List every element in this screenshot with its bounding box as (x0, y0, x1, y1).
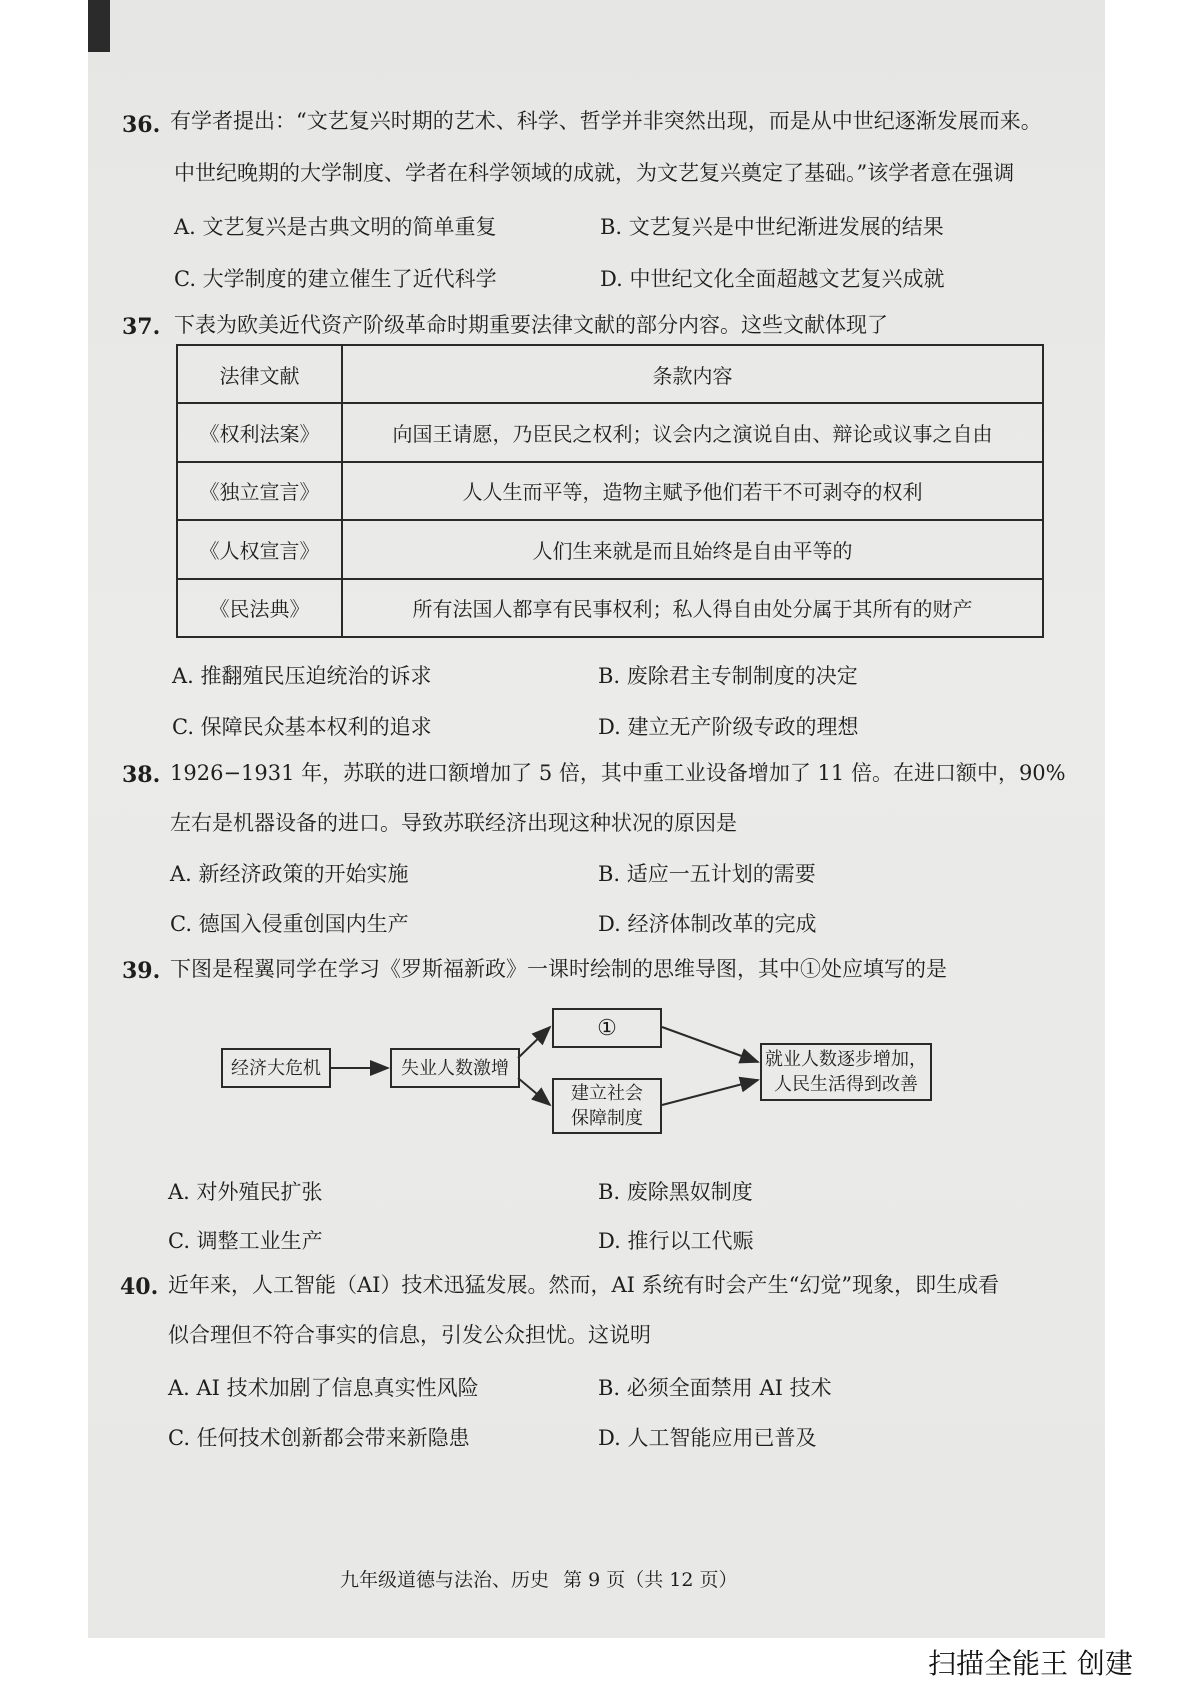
table-cell-content: 人们生来就是而且始终是自由平等的 (342, 520, 1043, 578)
scan-edge-shadow (88, 0, 110, 52)
table-cell-content: 人人生而平等，造物主赋予他们若干不可剥夺的权利 (342, 462, 1043, 520)
table-cell-document: 《人权宣言》 (177, 520, 342, 578)
table-row (177, 520, 1043, 578)
q38-number: 38. (122, 762, 161, 788)
q37-stem-line1: 下表为欧美近代资产阶级革命时期重要法律文献的部分内容。这些文献体现了 (174, 313, 888, 337)
node-social-security (552, 1078, 662, 1134)
node-social-security-line2: 保障制度 (571, 1108, 643, 1129)
table-row (177, 462, 1043, 520)
q37-option-d: D. 建立无产阶级专政的理想 (598, 715, 859, 739)
q40-option-b: B. 必须全面禁用 AI 技术 (598, 1376, 832, 1400)
q38-stem-line2: 左右是机器设备的进口。导致苏联经济出现这种状况的原因是 (170, 811, 737, 835)
q36-stem-line1: 有学者提出：“文艺复兴时期的艺术、科学、哲学并非突然出现，而是从中世纪逐渐发展而来。 (170, 109, 1042, 133)
q37-option-b: B. 废除君主专制制度的决定 (598, 664, 858, 688)
footer-subject: 九年级道德与法治、历史 (340, 1569, 550, 1591)
q39-option-c: C. 调整工业生产 (168, 1229, 323, 1253)
table-cell-document: 《独立宣言》 (177, 462, 342, 520)
q39-option-d: D. 推行以工代赈 (598, 1229, 754, 1253)
table-cell-content: 向国王请愿，乃臣民之权利；议会内之演说自由、辩论或议事之自由 (342, 403, 1043, 461)
q38-option-c: C. 德国入侵重创国内生产 (170, 912, 409, 936)
table-cell-document: 《民法典》 (177, 579, 342, 637)
node-social-security-line1: 建立社会 (571, 1083, 643, 1104)
q40-stem-line1: 近年来，人工智能（AI）技术迅猛发展。然而，AI 系统有时会产生“幻觉”现象，即生成看 (168, 1273, 1000, 1297)
node-result-line2: 人民生活得到改善 (774, 1074, 918, 1095)
q38-option-b: B. 适应一五计划的需要 (598, 862, 816, 886)
table-header-document: 法律文献 (177, 345, 342, 403)
table-cell-content: 所有法国人都享有民事权利；私人得自由处分属于其所有的财产 (342, 579, 1043, 637)
scanner-watermark: 扫描全能王 创建 (928, 1647, 1133, 1680)
table-cell-document: 《权利法案》 (177, 403, 342, 461)
q36-number: 36. (122, 112, 161, 138)
q39-option-b: B. 废除黑奴制度 (598, 1180, 753, 1204)
q39-stem-line1: 下图是程翼同学在学习《罗斯福新政》一课时绘制的思维导图，其中①处应填写的是 (170, 957, 947, 981)
table-header-row (177, 345, 1043, 403)
q40-option-a: A. AI 技术加剧了信息真实性风险 (168, 1376, 479, 1400)
q37-option-a: A. 推翻殖民压迫统治的诉求 (172, 664, 432, 688)
q38-option-a: A. 新经济政策的开始实施 (170, 862, 409, 886)
q36-option-b: B. 文艺复兴是中世纪渐进发展的结果 (600, 215, 944, 239)
table-row (177, 579, 1043, 637)
q38-option-d: D. 经济体制改革的完成 (598, 912, 817, 936)
table-row (177, 403, 1043, 461)
q39-option-a: A. 对外殖民扩张 (168, 1180, 323, 1204)
page-footer (340, 1565, 746, 1592)
node-blank-1: ① (552, 1008, 662, 1048)
q40-option-c: C. 任何技术创新都会带来新隐患 (168, 1426, 470, 1450)
footer-page-number: 第 9 页（共 12 页） (563, 1569, 738, 1591)
q36-option-c: C. 大学制度的建立催生了近代科学 (174, 267, 497, 291)
q40-number: 40. (120, 1274, 159, 1300)
node-result-line1: 就业人数逐步增加， (765, 1049, 927, 1070)
q38-stem-line1: 1926−1931 年，苏联的进口额增加了 5 倍，其中重工业设备增加了 11 倍。在进口额中，90% (170, 761, 1066, 785)
q36-stem-line2: 中世纪晚期的大学制度、学者在科学领域的成就，为文艺复兴奠定了基础。”该学者意在强调 (174, 161, 1015, 185)
node-unemployment-surge: 失业人数激增 (390, 1048, 520, 1088)
q36-option-a: A. 文艺复兴是古典文明的简单重复 (174, 215, 497, 239)
q37-option-c: C. 保障民众基本权利的追求 (172, 715, 432, 739)
node-economic-crisis: 经济大危机 (221, 1048, 331, 1088)
node-result (760, 1043, 932, 1101)
q37-number: 37. (122, 314, 161, 340)
q36-option-d: D. 中世纪文化全面超越文艺复兴成就 (600, 267, 945, 291)
law-documents-table (176, 344, 1044, 638)
q40-option-d: D. 人工智能应用已普及 (598, 1426, 817, 1450)
q40-stem-line2: 似合理但不符合事实的信息，引发公众担忧。这说明 (168, 1323, 651, 1347)
q39-number: 39. (122, 958, 161, 984)
table-header-content: 条款内容 (342, 345, 1043, 403)
